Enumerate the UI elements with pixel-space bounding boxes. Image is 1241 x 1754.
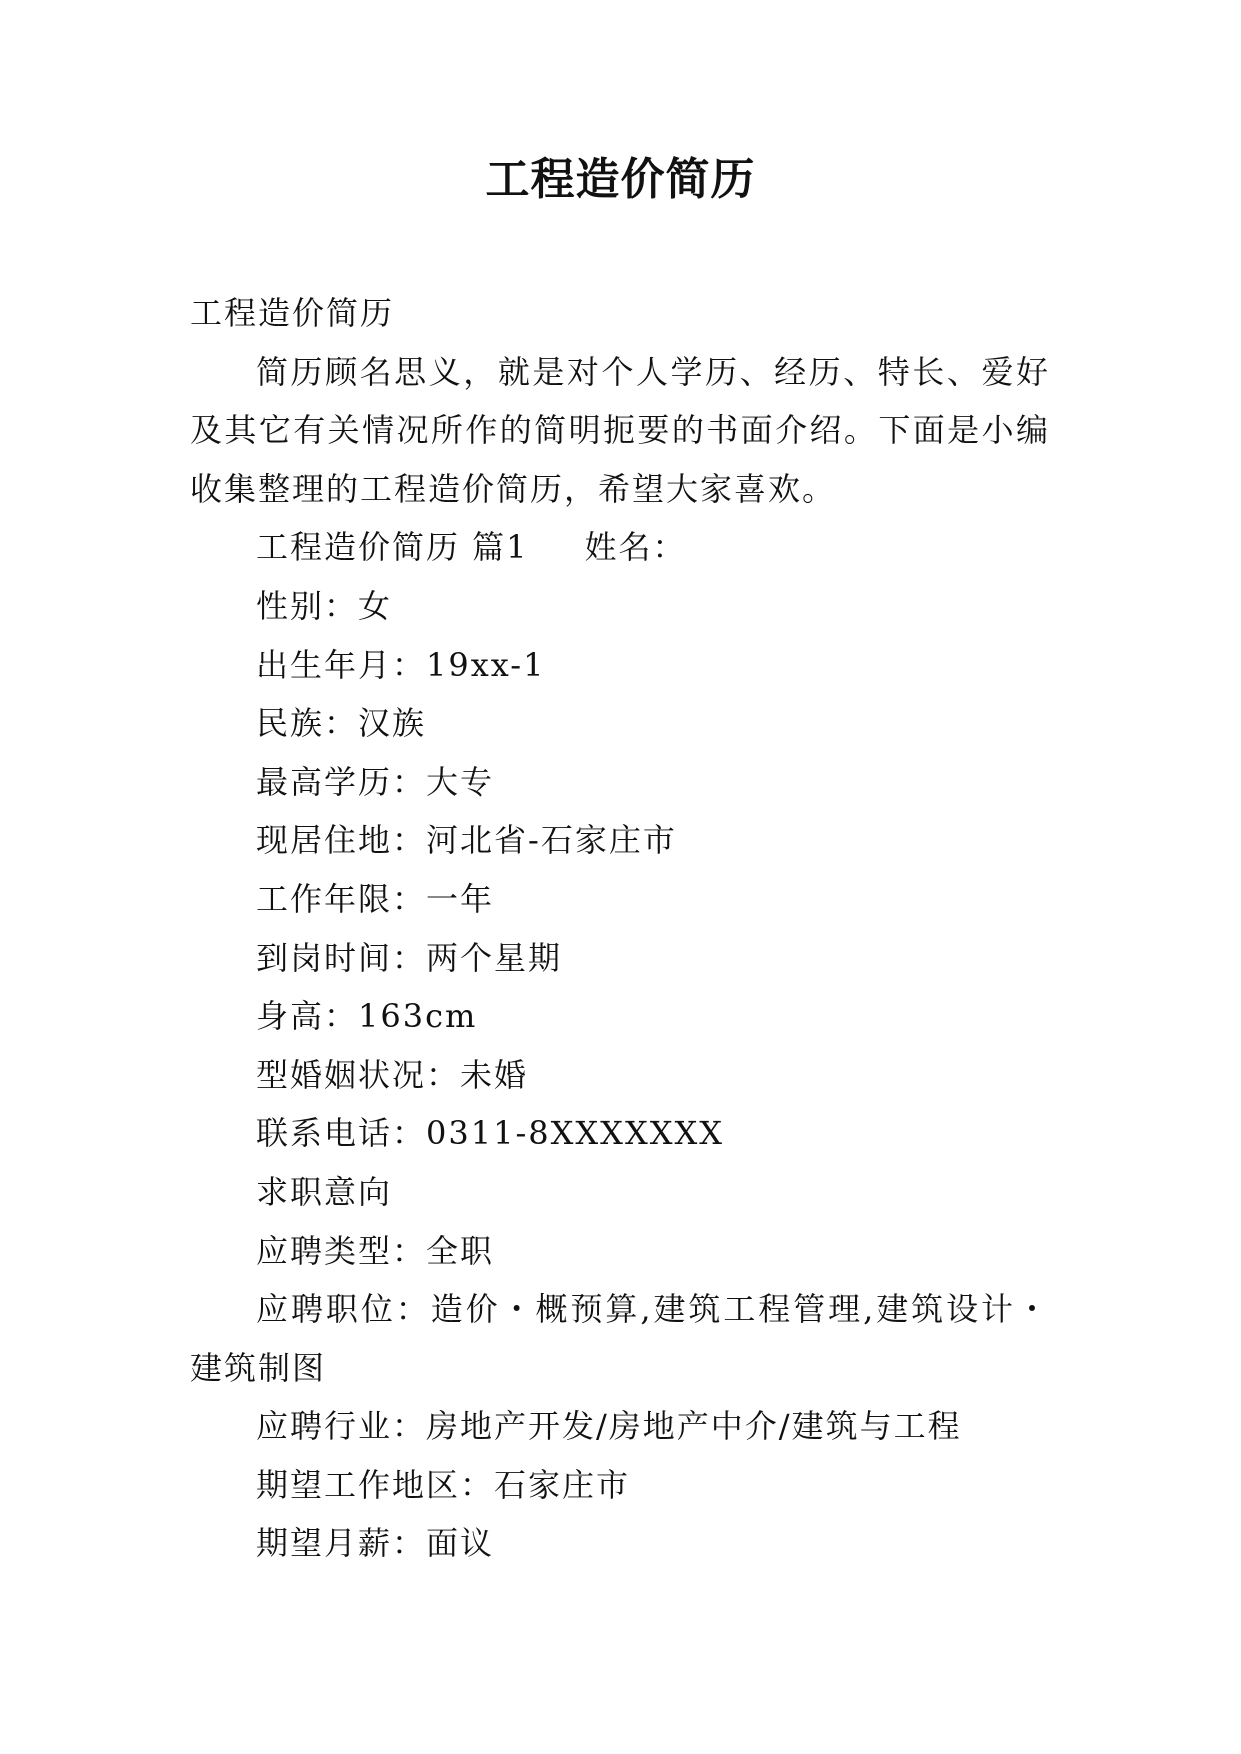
field-salary: 期望月薪：面议	[256, 1524, 495, 1563]
field-birth: 出生年月：19xx-1	[256, 645, 546, 684]
document-body	[190, 284, 1050, 1573]
name-label: 姓名：	[584, 528, 687, 567]
field-height: 身高：163cm	[256, 997, 478, 1036]
field-residence: 现居住地：河北省-石家庄市	[256, 821, 677, 860]
document-title: 工程造价简历	[485, 154, 756, 205]
field-education: 最高学历：大专	[256, 762, 495, 801]
field-start-time: 到岗时间：两个星期	[256, 938, 563, 977]
field-work-years: 工作年限：一年	[256, 879, 495, 918]
document-subtitle: 工程造价简历	[190, 294, 395, 332]
field-marital-status: 型婚姻状况：未婚	[256, 1055, 529, 1094]
field-gender: 性别：女	[256, 586, 393, 625]
intro-paragraph: 简历顾名思义，就是对个人学历、经历、特长、爱好及其它有关情况所作的简明扼要的书面介绍。下面是小编收集整理的工程造价简历，希望大家喜欢。	[190, 352, 1050, 508]
section-heading: 工程造价简历 篇1	[256, 528, 529, 567]
field-job-intention: 求职意向	[256, 1172, 393, 1211]
field-industry: 应聘行业：房地产开发/房地产中介/建筑与工程	[256, 1407, 962, 1446]
field-phone: 联系电话：0311-8XXXXXXX	[256, 1114, 725, 1153]
field-work-area: 期望工作地区：石家庄市	[256, 1465, 631, 1504]
field-position: 应聘职位：造价・概预算,建筑工程管理,建筑设计・建筑制图	[190, 1290, 1050, 1387]
field-job-type: 应聘类型：全职	[256, 1231, 495, 1270]
section-heading-line	[190, 518, 1050, 577]
field-ethnicity: 民族：汉族	[256, 704, 427, 743]
